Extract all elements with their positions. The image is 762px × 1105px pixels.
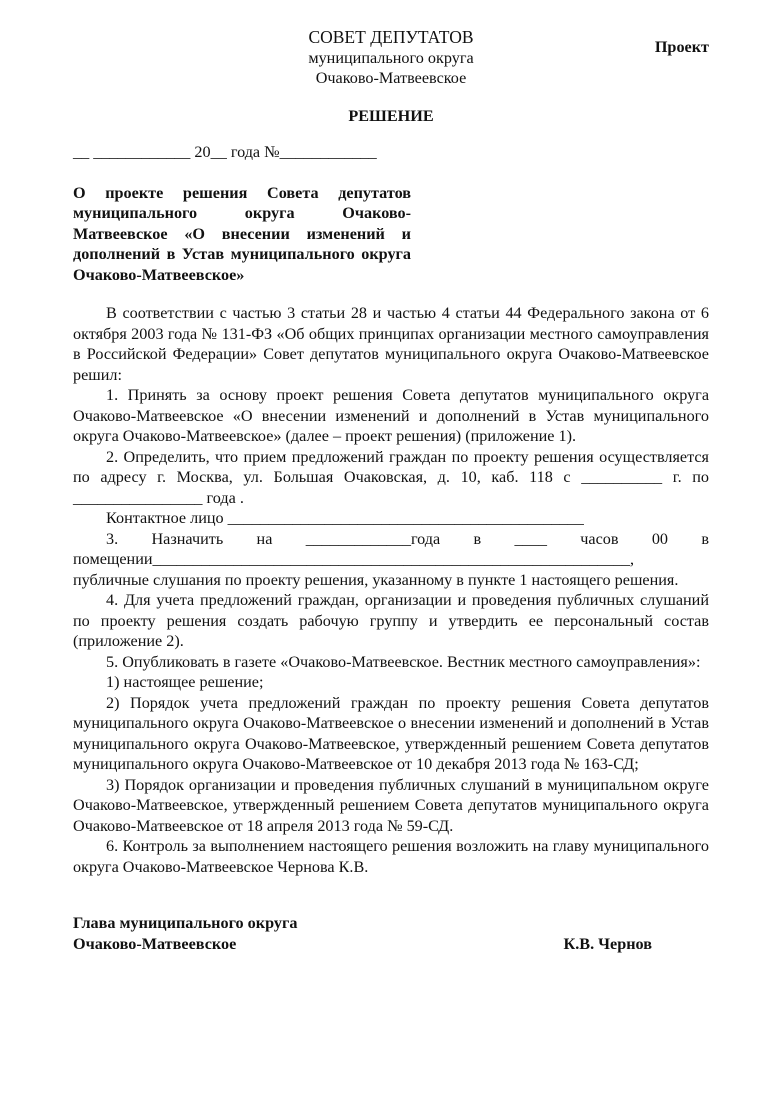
item-4: 4. Для учета предложений граждан, организации и проведения публичных слушаний по проекту решения создать рабочую группу и утвердить ее персональный состав (приложение 2). [73, 591, 709, 650]
item-5: 5. Опубликовать в газете «Очаково-Матвеевское. Вестник местного самоуправления»: [106, 652, 701, 671]
item-3-rest: публичные слушания по проекту решения, указанному в пункте 1 настоящего решения. [73, 570, 679, 589]
item-2: 2. Определить, что прием предложений граждан по проекту решения осуществляется по адресу г. Москва, ул. Большая Очаковская, д. 10, каб. 118 с __________ г. по ________________ года . [73, 447, 709, 507]
council-heading [73, 27, 709, 48]
district-name: Очаково-Матвеевское [315, 69, 467, 87]
item-5-1: 1) настоящее решение; [106, 673, 264, 691]
council-name: СОВЕТ ДЕПУТАТОВ [308, 27, 474, 47]
item-3-line2: помещении___________________________________________________________, [73, 550, 635, 568]
decision-body [73, 303, 709, 877]
contact-person: Контактное лицо ____________________________________________ [106, 509, 584, 527]
signature-title-line2: Очаково-Матвеевское [73, 934, 237, 953]
document-type: РЕШЕНИЕ [348, 106, 434, 125]
draft-label: Проект [654, 38, 709, 56]
date-number-line: __ ____________ 20__ года №____________ [73, 143, 377, 161]
item-1: 1. Принять за основу проект решения Совета депутатов муниципального округа Очаково-Матвеевское «О внесении изменений и дополнений в Устав муниципального округа Очаково-Матвеевское» (далее – проект решения) (приложение 1). [73, 386, 709, 445]
item-5-3: 3) Порядок организации и проведения публичных слушаний в муниципальном округе Очаково-Матвеевское, утвержденный решением Совета депутатов муниципального округа Очаково-Матвеевское от 18 апреля 2013 года № 59-СД. [73, 775, 709, 835]
preamble: В соответствии с частью 3 статьи 28 и частью 4 статьи 44 Федерального закона от 6 октября 2003 года № 131-ФЗ «Об общих принципах организации местного самоуправления в Российской Федерации» Совет депутатов муниципального округа Очаково-Матвеевское решил: [73, 304, 709, 384]
document-page [0, 27, 762, 1105]
signatory-name: К.В. Чернов [563, 934, 652, 953]
decision-subject: О проекте решения Совета депутатов муниципального округа Очаково-Матвеевское «О внесении изменений и дополнений в Устав муниципального округа Очаково-Матвеевское» [73, 183, 411, 284]
signature-block [73, 913, 709, 954]
item-6: 6. Контроль за выполнением настоящего решения возложить на главу муниципального округа Очаково-Матвеевское Чернова К.В. [73, 837, 709, 876]
item-5-2: 2) Порядок учета предложений граждан по проекту решения Совета депутатов муниципального округа Очаково-Матвеевское о внесении изменений и дополнений в Устав муниципального округа Очаково-Матвеевское, утвержденный решением Совета депутатов муниципального округа Очаково-Матвеевское от 10 декабря 2013 года № 163-СД; [73, 693, 709, 773]
item-3-line1: 3. Назначить на _____________года в ____ часов 00 в [106, 529, 709, 548]
signature-title-line1: Глава муниципального округа [73, 914, 298, 932]
district-line: муниципального округа [308, 48, 474, 67]
